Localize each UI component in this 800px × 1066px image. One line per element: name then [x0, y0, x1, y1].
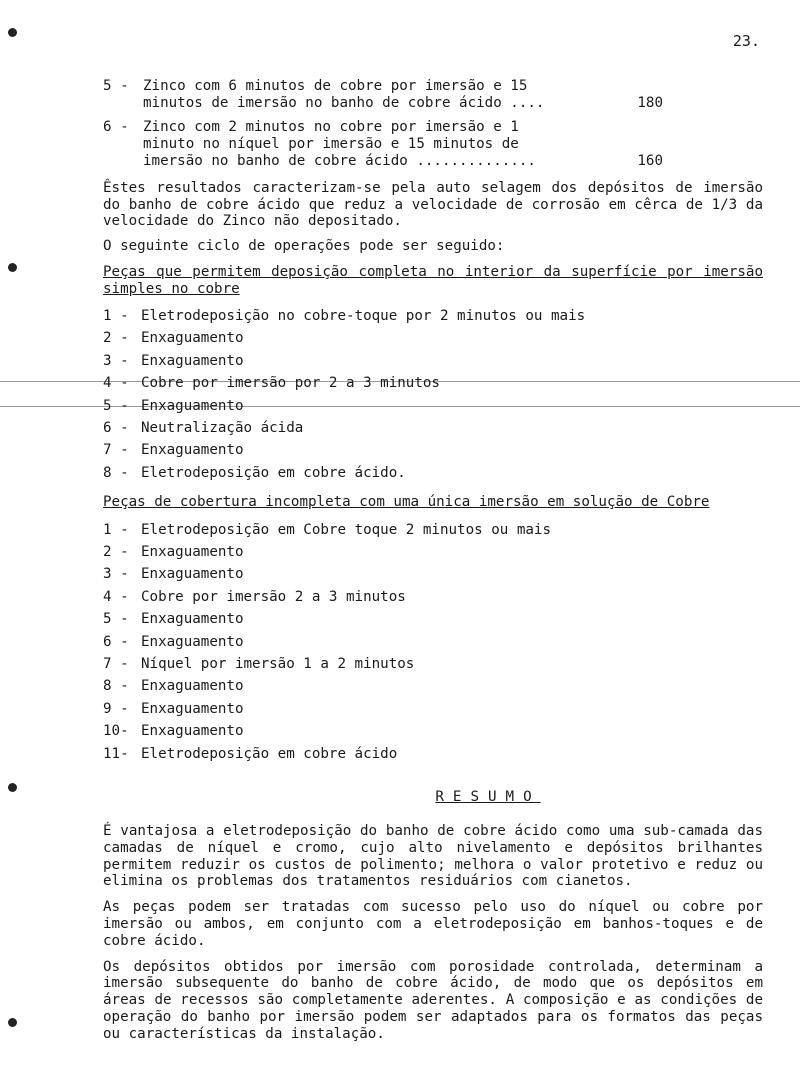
punch-hole-mark	[8, 263, 17, 272]
item-number: 4 -	[103, 375, 129, 392]
item-number: 7 -	[103, 655, 129, 672]
item-number: 11-	[103, 745, 129, 762]
list-item	[103, 462, 763, 484]
resumo-paragraph: É vantajosa a eletrodeposição do banho de cobre ácido como uma sub-camada das camadas de níquel e cromo, cujo alto nivelamento e depósitos brilhantes permitem reduzir os custos de polimento; melhora o valor protetivo e reduz ou elimina os problemas dos tratamentos residuários com cianetos.	[103, 822, 763, 890]
item-text: Enxaguamento	[141, 611, 244, 628]
list-item	[103, 720, 763, 742]
result-value: 160	[637, 153, 663, 169]
item-number: 1 -	[103, 308, 129, 324]
item-text: Eletrodeposição em cobre ácido.	[141, 464, 406, 481]
page-content	[103, 78, 763, 1051]
item-text: Eletrodeposição em cobre ácido	[141, 745, 398, 762]
list-item	[103, 519, 763, 541]
item-number: 2 -	[103, 330, 129, 347]
list-item	[103, 327, 763, 349]
item-number: 9 -	[103, 700, 129, 717]
list-item	[103, 675, 763, 697]
intro-paragraph: Êstes resultados caracterizam-se pela auto selagem dos depósitos de imersão do banho de cobre ácido que reduz a velocidade de corrosão em cêrca de 1/3 da velocidade do Zinco não depositado.	[103, 180, 763, 229]
item-text: Enxaguamento	[141, 633, 244, 650]
resumo-title: RESUMO	[435, 788, 541, 805]
item-text: Eletrodeposição no cobre-toque por 2 minutos ou mais	[141, 308, 586, 324]
item-number: 8 -	[103, 678, 129, 695]
list-item	[103, 372, 763, 394]
item-text: Enxaguamento	[141, 330, 244, 347]
item-text: Enxaguamento	[141, 544, 244, 561]
operations-list	[103, 305, 763, 484]
operations-list	[103, 519, 763, 765]
result-number: 5 -	[103, 78, 129, 94]
list-item	[103, 439, 763, 461]
result-item	[103, 78, 763, 112]
item-text: Cobre por imersão 2 a 3 minutos	[141, 588, 406, 605]
result-value: 180	[637, 95, 663, 111]
item-number: 10-	[103, 723, 129, 740]
item-text: Enxaguamento	[141, 352, 244, 369]
result-text: minutos de imersão no banho de cobre ácido ....	[143, 95, 545, 111]
section-heading: Peças que permitem deposição completa no interior da superfície por imersão simples no cobre	[103, 264, 763, 297]
item-text: Enxaguamento	[141, 397, 244, 414]
item-number: 4 -	[103, 588, 129, 605]
item-text: Enxaguamento	[141, 678, 244, 695]
list-item	[103, 541, 763, 563]
item-number: 3 -	[103, 352, 129, 369]
item-text: Eletrodeposição em Cobre toque 2 minutos ou mais	[141, 521, 551, 538]
item-text: Enxaguamento	[141, 566, 244, 583]
list-item	[103, 698, 763, 720]
result-text: Zinco com 2 minutos no cobre por imersão e 1	[143, 119, 519, 135]
item-number: 6 -	[103, 633, 129, 650]
page-number: 23.	[732, 32, 760, 50]
result-item	[103, 119, 763, 170]
punch-hole-mark	[8, 28, 17, 37]
item-text: Níquel por imersão 1 a 2 minutos	[141, 655, 415, 672]
punch-hole-mark	[8, 1018, 17, 1027]
item-number: 7 -	[103, 442, 129, 459]
cycle-intro: O seguinte ciclo de operações pode ser seguido:	[103, 237, 505, 254]
item-text: Enxaguamento	[141, 723, 244, 740]
item-number: 5 -	[103, 397, 129, 414]
section-heading: Peças de cobertura incompleta com uma única imersão em solução de Cobre	[103, 494, 710, 511]
list-item	[103, 417, 763, 439]
result-text: imersão no banho de cobre ácido ..............	[143, 153, 536, 169]
list-item	[103, 305, 763, 327]
list-item	[103, 350, 763, 372]
item-text: Enxaguamento	[141, 442, 244, 459]
resumo-paragraph: Os depósitos obtidos por imersão com porosidade controlada, determinam a imersão subsequente do banho de cobre ácido, de modo que os depósitos em áreas de recessos são completamente aderentes. A composição e as condições de operação do banho por imersão podem ser adaptados para os formatos das peças ou características da instalação.	[103, 958, 763, 1042]
list-item	[103, 743, 763, 765]
result-text: minuto no níquel por imersão e 15 minutos de	[143, 136, 519, 152]
list-item	[103, 586, 763, 608]
list-item	[103, 395, 763, 417]
item-number: 5 -	[103, 611, 129, 628]
list-item	[103, 653, 763, 675]
item-text: Neutralização ácida	[141, 419, 304, 436]
result-text: Zinco com 6 minutos de cobre por imersão e 15	[143, 78, 528, 94]
item-number: 8 -	[103, 464, 129, 481]
punch-hole-mark	[8, 783, 17, 792]
list-item	[103, 608, 763, 630]
item-number: 3 -	[103, 566, 129, 583]
item-text: Enxaguamento	[141, 700, 244, 717]
resumo-paragraph: As peças podem ser tratadas com sucesso pelo uso do níquel ou cobre por imersão ou ambos, em conjunto com a eletrodeposição em banhos-toques e de cobre ácido.	[103, 899, 763, 949]
item-number: 1 -	[103, 521, 129, 538]
item-number: 6 -	[103, 419, 129, 436]
list-item	[103, 563, 763, 585]
item-text: Cobre por imersão por 2 a 3 minutos	[141, 375, 440, 392]
list-item	[103, 631, 763, 653]
item-number: 2 -	[103, 544, 129, 561]
result-number: 6 -	[103, 119, 129, 135]
